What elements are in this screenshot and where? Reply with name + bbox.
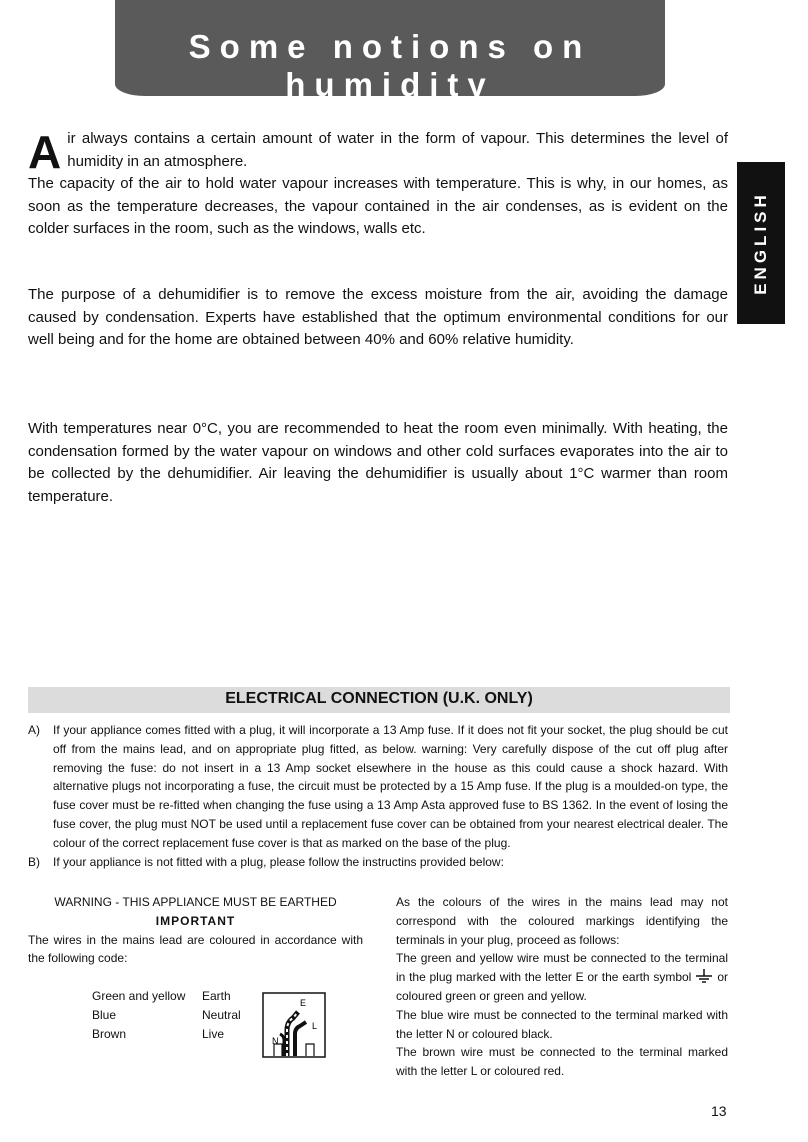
wire-row xyxy=(92,1025,241,1044)
intro-paragraph-1-text: ir always contains a certain amount of water in the form of vapour. This determines the level of humidity in an atmosphere. xyxy=(67,130,728,170)
wire-color: Blue xyxy=(92,1007,117,1022)
list-marker: A) xyxy=(28,723,40,737)
intro-section xyxy=(28,128,728,241)
temperature-paragraph xyxy=(28,418,728,508)
electrical-instructions-list xyxy=(28,721,728,871)
brown-wire-text: The brown wire must be connected to the terminal marked with the letter L or coloured red. xyxy=(396,1045,728,1079)
dropcap: A xyxy=(28,126,62,178)
intro-paragraph-2: The capacity of the air to hold water vapour increases with temperature. This is why, in our homes, as soon as the temperature decreases, the vapour contained in the air condenses, as is evident on the colder surfaces in the room, such as the windows, walls etc. xyxy=(28,175,728,237)
wire-row xyxy=(92,1006,241,1025)
list-item xyxy=(28,853,728,872)
purpose-text: The purpose of a dehumidifier is to remove the excess moisture from the air, avoiding the damage caused by condensation. Experts have established that the optimum environmental conditions for our well being and for the home are obtained between 40% and 60% relative humidity. xyxy=(28,286,728,348)
list-item-text: If your appliance comes fitted with a plug, it will incorporate a 13 Amp fuse. If it does not fit your socket, the plug should be cut off from the mains lead, and on appropriate plug fitted, as below. warning: Very carefully dispose of the cut off plug after removing the fuse: do not insert in a 13 Amp socket elsewhere in the house as this could cause a shock hazard. With alternative plugs not incorporating a fuse, the circuit must be protected by a 15 Amp fuse. If the plug is a moulded-on type, the fuse cover must be re-fitted when changing the fuse using a 13 Amp Asta approved fuse to BS 1362. In the event of losing the fuse cover, the plug must NOT be used until a replacement fuse cover can be obtained from your nearest electrical dealer. The colour of the correct replacement fuse cover is that as marked on the base of the plug. xyxy=(53,723,728,850)
wire-color-table xyxy=(92,987,241,1043)
list-item-text: If your appliance is not fitted with a plug, please follow the instructins provided below: xyxy=(53,854,504,869)
earthing-warning: WARNING - THIS APPLIANCE MUST BE EARTHED xyxy=(54,895,337,909)
green-yellow-wire-text-a: The green and yellow wire must be connected to the terminal in the plug marked with the letter E or the earth symbol xyxy=(396,951,728,985)
terminal-n-label: N xyxy=(272,1036,279,1046)
wiring-right-column xyxy=(396,893,728,1081)
page-number: 13 xyxy=(711,1103,727,1119)
important-heading: IMPORTANT xyxy=(155,913,236,928)
temperature-text: With temperatures near 0°C, you are recommended to heat the room even minimally. With heating, the condensation formed by the water vapour on windows and other cold surfaces evaporates into the air to be collected by the dehumidifier. Air leaving the dehumidifier is usually about 1°C warmer than room temperature. xyxy=(28,420,728,505)
language-tab-label: ENGLISH xyxy=(751,191,770,295)
wiring-intro-text: As the colours of the wires in the mains lead may not correspond with the coloured markings identifying the terminals in your plug, proceed as follows: xyxy=(396,895,728,947)
terminal-e-label: E xyxy=(300,998,307,1008)
page-title: Some notions on humidity xyxy=(188,28,592,103)
purpose-paragraph xyxy=(28,284,728,352)
wire-row xyxy=(92,987,241,1006)
blue-wire-text: The blue wire must be connected to the terminal marked with the letter N or coloured black. xyxy=(396,1007,728,1041)
intro-paragraph-1 xyxy=(28,126,728,178)
earth-symbol-icon xyxy=(693,969,715,983)
plug-wiring-diagram xyxy=(262,992,326,1058)
electrical-title: ELECTRICAL CONNECTION (U.K. ONLY) xyxy=(225,690,533,707)
terminal-l-label: L xyxy=(312,1021,318,1031)
green-yellow-wire-text-b: or coloured green or green and yellow. xyxy=(396,970,728,1003)
wire-color: Green and yellow xyxy=(92,989,186,1003)
wire-function: Live xyxy=(202,1026,225,1041)
wire-color: Brown xyxy=(92,1026,127,1041)
wiring-left-column xyxy=(28,893,363,968)
list-marker: B) xyxy=(28,854,40,869)
wires-intro: The wires in the mains lead are coloured in accordance with the following code: xyxy=(28,932,363,966)
green-yellow-wire-text xyxy=(396,949,728,1005)
wire-function: Earth xyxy=(202,989,231,1003)
wire-function: Neutral xyxy=(202,1007,241,1022)
list-item xyxy=(28,721,728,853)
